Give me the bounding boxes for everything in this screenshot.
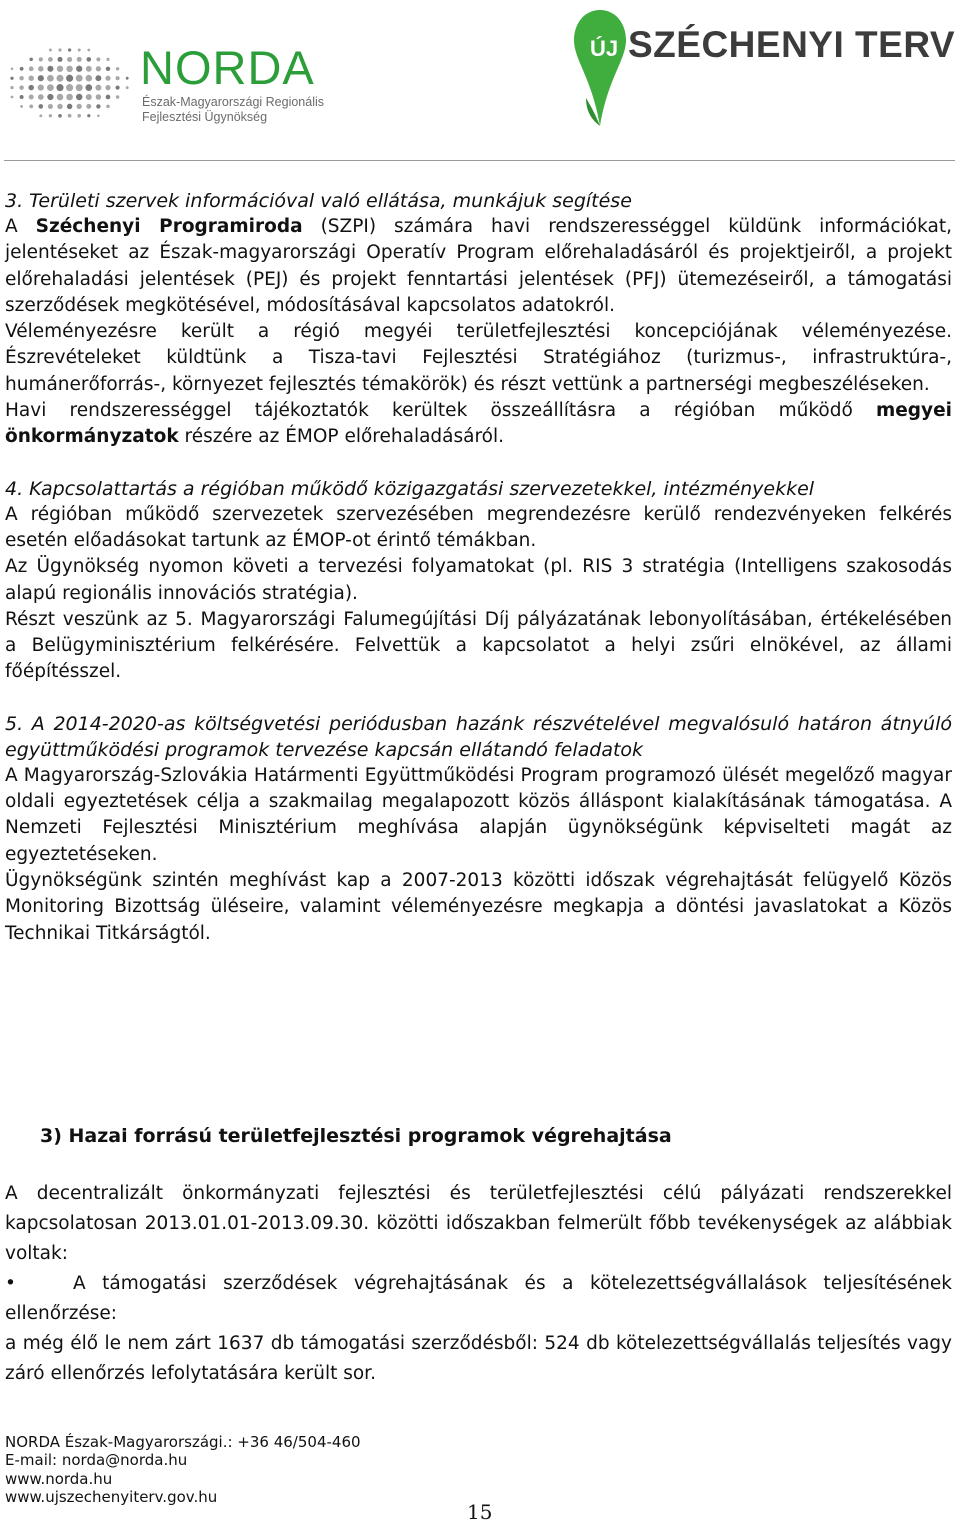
section-4-title: 4. Kapcsolattartás a régióban működő közigazgatási szervezetekkel, intézményekkel — [5, 477, 815, 500]
logo-dot — [57, 94, 64, 101]
logo-dot — [86, 75, 93, 82]
logo-dot — [105, 85, 110, 90]
bullet-item — [5, 1269, 952, 1329]
norda-logo-text: NORDA — [140, 41, 315, 94]
logo-dot — [126, 77, 129, 80]
logo-dot — [11, 96, 14, 99]
logo-dot — [77, 104, 82, 109]
logo-dot — [11, 68, 14, 71]
logo-dot — [86, 94, 92, 100]
logo-dot — [20, 105, 23, 108]
text-span: (SZPI) számára havi rendszerességgel küldünk információkat, jelentéseket az Észak-magyarországi Operatív Program előrehaladásáról és projektjeiről, a projekt előrehaladási jelentések (PEJ) és projekt fenntartási jelentések (PFJ) ütemezéseiről, a támogatási szerződések megkötésével, módosításával kapcsolatos adatokról. — [5, 216, 952, 316]
logo-dot — [78, 48, 81, 51]
logo-dot — [86, 66, 92, 72]
logo-dot — [96, 94, 101, 99]
logo-dot — [76, 84, 83, 91]
logo-dot — [57, 104, 62, 109]
page-number: 15 — [467, 1500, 493, 1524]
logo-dot — [85, 84, 92, 91]
logo-dot — [58, 114, 62, 118]
logo-dot — [76, 94, 82, 100]
norda-subtitle-2: Fejlesztési Ügynökség — [142, 110, 268, 124]
logo-dot — [20, 95, 24, 99]
text-span: A — [5, 216, 36, 237]
logo-dot — [48, 57, 53, 62]
logo-dot — [38, 66, 44, 72]
logo-dot — [105, 76, 110, 81]
part-3-heading: 3) Hazai forrású területfejlesztési programok végrehajtása — [40, 1125, 672, 1147]
logo-dot — [106, 58, 109, 61]
page-header — [0, 0, 960, 162]
logo-dot — [116, 76, 120, 80]
logo-dot — [95, 85, 101, 91]
section-3-paragraph-1 — [5, 214, 952, 319]
logo-dot — [96, 104, 100, 108]
footer-website: www.norda.hu — [5, 1469, 113, 1488]
logo-dot — [66, 75, 73, 82]
main-content — [5, 188, 952, 947]
logo-dot — [39, 57, 43, 61]
logo-dot — [20, 67, 24, 71]
text-span: Havi rendszerességgel tájékoztatók kerültek összeállításra a régióban működő — [5, 400, 876, 422]
dot-cloud-logo — [6, 44, 138, 122]
logo-dot — [47, 84, 54, 91]
logo-dot — [116, 67, 119, 70]
logo-dot — [106, 105, 110, 109]
logo-dot — [47, 66, 53, 72]
section-4-paragraph-1: A régióban működő szervezetek szervezésében megrendezésre kerülő rendezvényeken felkérés esetén előadásokat tartunk az ÉMOP-ot érintő témákban. — [5, 503, 952, 551]
logo-dot — [96, 66, 101, 71]
text-span: részére az ÉMOP előrehaladásáról. — [178, 426, 505, 448]
logo-dot — [19, 76, 23, 80]
logo-dot — [126, 86, 129, 89]
logo-dot — [116, 86, 120, 90]
section-5-paragraph-2: Ügynökségünk szintén meghívást kap a 2007-2013 közötti időszak végrehajtását felügyelő Közös Monitoring Bizottság üléseire, valamint véleményezésre megkapja a döntési javaslatokat a Közös Technikai Titkárságtól. — [5, 869, 952, 944]
logo-dot — [19, 85, 24, 90]
logo-dot — [87, 114, 90, 117]
logo-dot — [116, 95, 120, 99]
logo-dot — [29, 66, 34, 71]
logo-dot — [86, 104, 91, 109]
uj-badge: ÚJ — [590, 36, 619, 61]
logo-dot — [28, 85, 34, 91]
logo-dot — [67, 104, 72, 109]
logo-dot — [49, 49, 52, 52]
logo-dot — [38, 75, 44, 81]
logo-dot — [47, 94, 53, 100]
logo-dot — [39, 114, 42, 117]
section-3-paragraph-2: Véleményezésre került a régió megyéi területfejlesztési koncepciójának véleményezése. Észrevételeket küldtünk a Tisza-tavi Fejlesztési Stratégiához (turizmus-, infrastruktúra-, humánerőforrás-, környezet fejlesztés témakörök) és részt vettünk a partnerségi megbeszéléseken. — [5, 321, 952, 395]
logo-dot — [95, 75, 101, 81]
logo-dot — [68, 114, 72, 118]
part-3-paragraph-1: A decentralizált önkormányzati fejlesztési és területfejlesztési célú pályázati rendszerekkel kapcsolatosan 2013.01.01-2013.09.30. közötti időszakban felmerült főbb tevékenységek az alábbiak voltak: — [5, 1183, 952, 1264]
logo-dot — [97, 114, 100, 117]
logo-dot — [48, 104, 53, 109]
section-4-paragraph-2: Az Ügynökség nyomon követi a tervezési folyamatokat (pl. RIS 3 stratégia (Intelligens szakosodás alapú regionális innovációs stratégia). — [5, 556, 952, 604]
logo-dot — [87, 49, 90, 52]
logo-dot — [66, 66, 72, 72]
logo-dot — [77, 114, 81, 118]
szechenyi-terv-title: SZÉCHENYI TERV — [628, 24, 956, 65]
logo-dot — [66, 94, 73, 101]
logo-dot — [77, 57, 82, 62]
logo-dot — [76, 66, 82, 72]
section-3-title: 3. Területi szervek információval való ellátása, munkájuk segítése — [5, 190, 632, 212]
map-pin-logo — [572, 8, 628, 128]
logo-dot — [106, 67, 110, 71]
logo-dot — [10, 77, 13, 80]
section-5-paragraph-1: A Magyarország-Szlovákia Határmenti Együttműködési Program programozó ülését megelőző magyar oldali egyeztetések célja a szakmailag megalapozott közös álláspont kialakításának támogatása. A Nemzeti Fejlesztési Minisztérium meghívása alapján ügynökségünk képviselteti magát az egyeztetéseken. — [5, 764, 952, 865]
logo-dot — [66, 84, 73, 91]
logo-dot — [96, 57, 100, 61]
norda-subtitle-1: Észak-Magyarországi Regionális — [142, 95, 325, 109]
bold-text: Széchenyi Programiroda — [35, 216, 303, 237]
logo-dot — [47, 75, 54, 82]
section-5-title: 5. A 2014-2020-as költségvetési periódusban hazánk részvételével megvalósuló határon átnyúló együttműködési programok tervezése kapcsán ellátandó feladatok — [5, 712, 952, 761]
logo-dot — [49, 114, 52, 117]
footer-email: E-mail: norda@norda.hu — [5, 1451, 188, 1470]
logo-dot — [56, 75, 63, 82]
logo-dot — [68, 48, 71, 51]
bullet-text: A támogatási szerződések végrehajtásának és a kötelezettségvállalások teljesítésének ellenőrzése: — [5, 1273, 952, 1324]
logo-dot — [38, 84, 44, 90]
page-footer — [5, 1433, 361, 1507]
bold-text: megyei önkormányzatok — [5, 400, 952, 448]
logo-dot — [38, 94, 44, 100]
logo-dot — [10, 86, 13, 89]
logo-dot — [76, 75, 83, 82]
logo-dot — [29, 58, 32, 61]
logo-dot — [28, 75, 33, 80]
footer-phone: NORDA Észak-Magyarországi.: +36 46/504-460 — [5, 1433, 361, 1451]
part-3-content — [5, 1121, 952, 1389]
footer-website-2: www.ujszechenyiterv.gov.hu — [5, 1488, 218, 1507]
section-3-paragraph-3 — [5, 398, 952, 451]
logo-dot — [67, 57, 72, 62]
logo-dot — [58, 48, 61, 51]
logo-dot — [29, 104, 33, 108]
logo-dot — [39, 104, 44, 109]
section-4-paragraph-3: Részt veszünk az 5. Magyarországi Falumegújítási Díj pályázatának lebonyolításában, értékelésében a Belügyminisztérium felkérésére. Felvettük a kapcsolatot a helyi zsűri elnökével, az állami főépítésszel. — [5, 608, 952, 683]
logo-dot — [106, 95, 111, 100]
logo-dot — [86, 57, 91, 62]
logo-dot — [56, 84, 63, 91]
part-3-paragraph-2: a még élő le nem zárt 1637 db támogatási szerződésből: 524 db kötelezettségvállalás teljesítés vagy záró ellenőrzés lefolytatására került sor. — [5, 1333, 952, 1384]
logo-dot — [57, 66, 63, 72]
header-divider — [4, 160, 955, 161]
logo-dot — [57, 57, 62, 62]
logo-dot — [29, 95, 34, 100]
bullet-symbol: • — [5, 1273, 16, 1294]
